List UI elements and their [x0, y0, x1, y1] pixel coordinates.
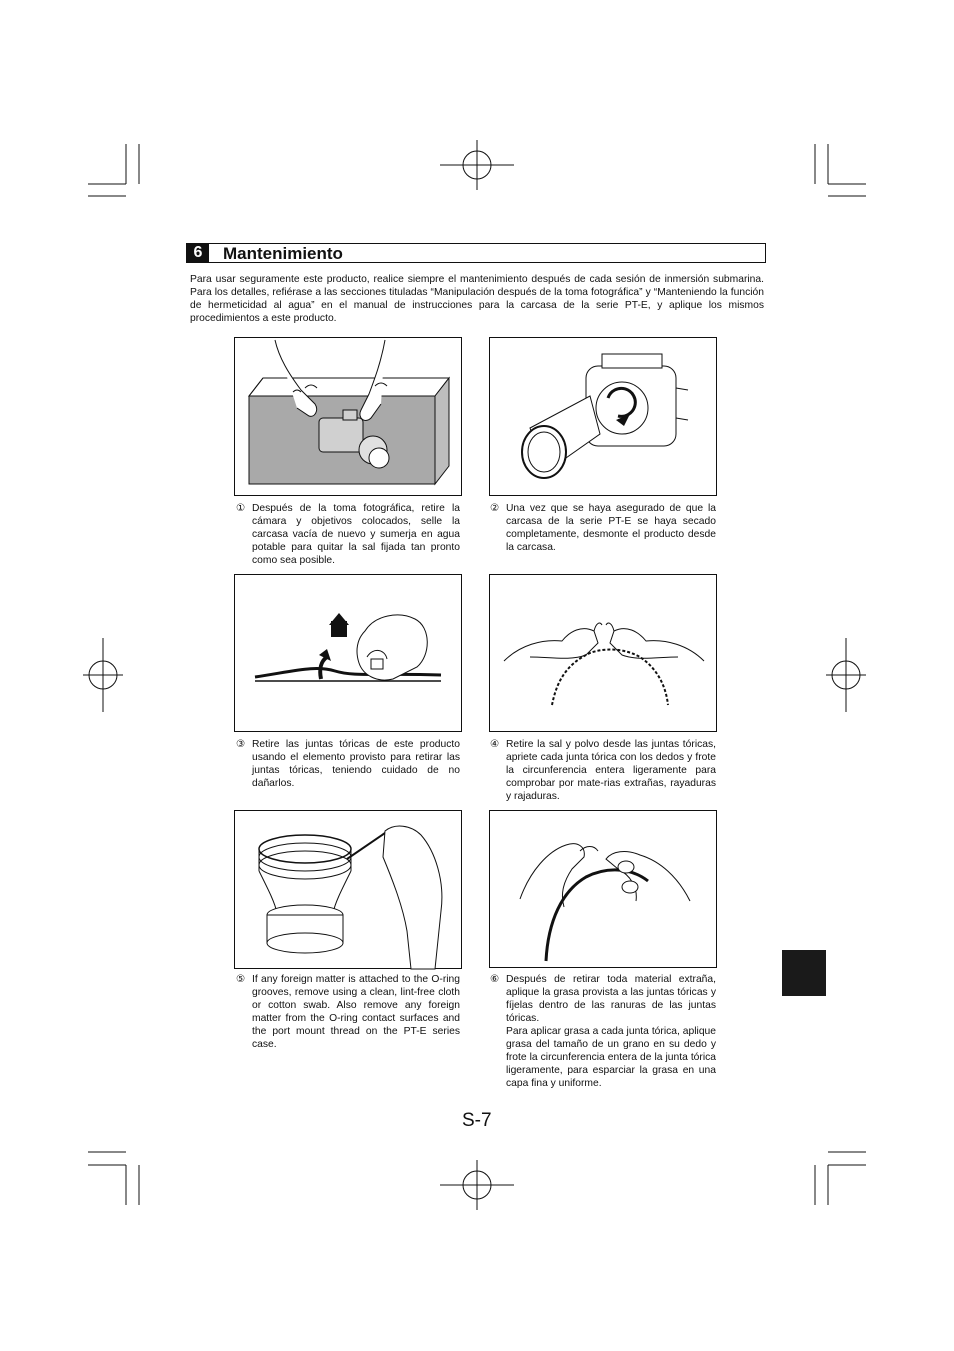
crop-mark-icon [88, 144, 139, 196]
inspect-oring-illustration [490, 575, 718, 733]
step-1-caption [236, 502, 460, 567]
step-5-text: If any foreign matter is attached to the O-ring grooves, remove using a clean, lint-free cloth or cotton swab. Also remove any foreign matter from the O-ring contact surfaces and the port mount thread on the PT-E series case. [252, 974, 460, 1050]
step-4-caption [490, 738, 716, 803]
wash-illustration [235, 338, 463, 497]
figure-clean-groove [234, 810, 462, 969]
figure-apply-grease [489, 810, 717, 968]
step-5-caption [236, 973, 460, 1051]
crop-mark-icon [815, 144, 866, 196]
step-2-number: ② [490, 503, 500, 514]
registration-crosshair-icon [440, 1160, 514, 1210]
step-3-caption [236, 738, 460, 790]
step-4-text: Retire la sal y polvo desde las juntas tóricas, apriete cada junta tórica con los dedos y frote la circunferencia entera ligeramente para comprobar por mate-rias extrañas, rayaduras y rajaduras. [506, 739, 716, 802]
crop-mark-icon [88, 1152, 139, 1205]
registration-crosshair-icon [83, 638, 123, 712]
step-6-caption [490, 973, 716, 1090]
registration-crosshair-icon [826, 638, 866, 712]
crop-mark-icon [815, 1152, 866, 1205]
step-1-number: ① [236, 503, 246, 514]
step-6-text: Después de retirar toda material extraña, aplique la grasa provista a las juntas tóricas y fíjelas dentro de las ranuras de las juntas tóricas. [506, 974, 716, 1024]
step-3-text: Retire las juntas tóricas de este producto usando el elemento provisto para retirar las juntas tóricas, teniendo cuidado de no dañarlos. [252, 739, 460, 789]
registration-crosshair-icon [440, 140, 514, 190]
step-3-number: ③ [236, 739, 246, 750]
apply-grease-illustration [490, 811, 718, 969]
step-4-number: ④ [490, 739, 500, 750]
figure-inspect-oring [489, 574, 717, 732]
remove-oring-illustration [235, 575, 463, 733]
step-6-number: ⑥ [490, 974, 500, 985]
section-tab [782, 950, 826, 996]
figure-remove-oring [234, 574, 462, 732]
figure-remove-port [489, 337, 717, 496]
section-number: 6 [187, 244, 209, 262]
clean-groove-illustration [235, 811, 463, 970]
step-2-caption [490, 502, 716, 554]
step-1-text: Después de la toma fotográfica, retire la cámara y objetivos colocados, selle la carcasa vacía de nuevo y sumerja en agua potable para quitar la sal fijada tan pronto como sea posible. [252, 503, 460, 566]
figure-wash-housing [234, 337, 462, 496]
step-5-number: ⑤ [236, 974, 246, 985]
section-header [186, 243, 766, 263]
step-6-text-2: Para aplicar grasa a cada junta tórica, aplique grasa del tamaño de un grano en su dedo y frote la circunferencia entera de la junta tórica ligeramente, para esparciar la grasa en una capa fina y uniforme. [506, 1026, 716, 1089]
step-2-text: Una vez que se haya asegurado de que la carcasa de la serie PT-E se haya secado completamente, desmonte el producto desde la carcasa. [506, 503, 716, 553]
arrow-up-icon [329, 613, 349, 637]
intro-paragraph: Para usar seguramente este producto, realice siempre el mantenimiento después de cada sesión de inmersión submarina. Para los detalles, refiérase a las secciones tituladas “Manipulación después de la toma fotográfica” y “Manteniendo la función de hermeticidad al agua” en el manual de instrucciones para la carcasa de la serie PT-E, y aplique los mismos procedimientos a este producto. [190, 274, 764, 324]
section-title: Mantenimiento [223, 244, 343, 263]
remove-port-illustration [490, 338, 718, 497]
page-number: S-7 [462, 1110, 492, 1131]
